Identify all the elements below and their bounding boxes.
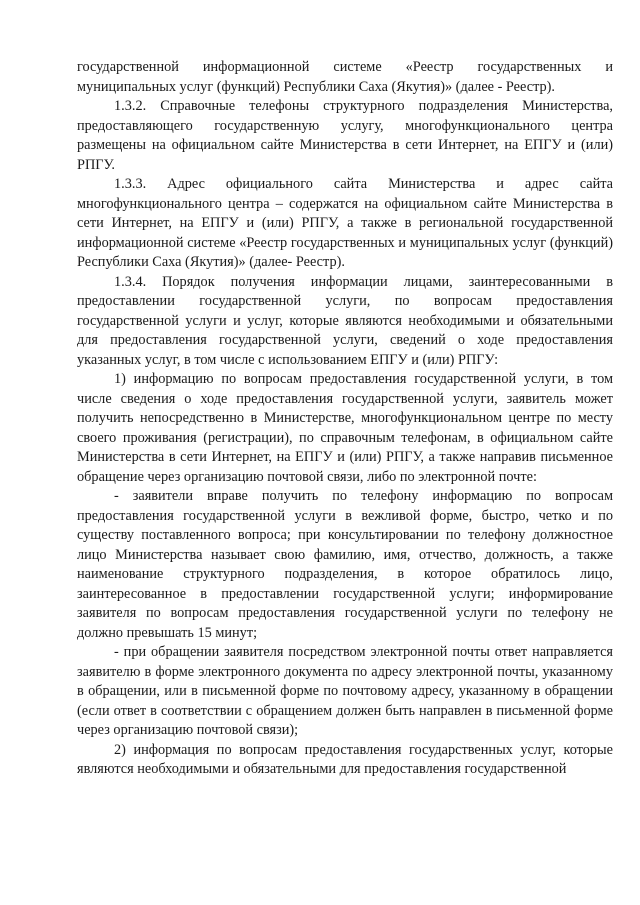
paragraph-item-2: 2) информация по вопросам предоставления государственных услуг, которые являются необходимыми и обязательными для предоставления государственной	[77, 741, 613, 777]
paragraph-phone-info: - заявители вправе получить по телефону информацию по вопросам предоставления государственной услуги в вежливой форме, быстро, четко и по существу поставленного вопроса; при консультировании по телефону должностное лицо Министерства называет свою фамилию, имя, отчество, должность, а также наименование структурного подразделения, в которое обратилось лицо, заинтересованное в предоставлении государственной услуги; информирование заявителя по вопросам предоставления государственной услуги по телефону не должно превышать 15 минут;	[77, 488, 613, 641]
paragraph-1-3-2: 1.3.2. Справочные телефоны структурного подразделения Министерства, предоставляющего государственную услугу, многофункционального центра размещены на официальном сайте Министерства в сети Интернет, на ЕПГУ и (или) РПГУ.	[77, 98, 613, 173]
paragraph-continuation: государственной информационной системе «Реестр государственных и муниципальных услуг (функций) Республики Саха (Якутия)» (далее - Реестр).	[77, 59, 613, 95]
paragraph-item-1: 1) информацию по вопросам предоставления государственной услуги, в том числе сведения о ходе предоставления государственной услуги, заявитель может получить непосредственно в Министерстве, многофункциональном центре по месту своего проживания (регистрации), по справочным телефонам, в официальном сайте Министерства в сети Интернет, на ЕПГУ и (или) РПГУ, а также направив письменное обращение через организацию почтовой связи, либо по электронной почте:	[77, 371, 613, 485]
paragraph-1-3-3: 1.3.3. Адрес официального сайта Министерства и адрес сайта многофункционального центра – содержатся на официальном сайте Министерства в сети Интернет, на ЕПГУ и (или) РПГУ, а также в региональной государственной информационной системе «Реестр государственных и муниципальных услуг (функций) Республики Саха (Якутия)» (далее- Реестр).	[77, 176, 613, 270]
paragraph-email-info: - при обращении заявителя посредством электронной почты ответ направляется заявителю в форме электронного документа по адресу электронной почты, указанному в обращении, или в письменной форме по почтовому адресу, указанному в обращении (если ответ в соответствии с обращением должен быть направлен в письменной форме через организацию почтовой связи);	[77, 644, 613, 738]
paragraph-1-3-4: 1.3.4. Порядок получения информации лицами, заинтересованными в предоставлении государственной услуги, по вопросам предоставления государственной услуги и услуг, которые являются необходимыми и обязательными для предоставления государственной услуги, сведений о ходе предоставления указанных услуг, в том числе с использованием ЕПГУ и (или) РПГУ:	[77, 273, 613, 368]
